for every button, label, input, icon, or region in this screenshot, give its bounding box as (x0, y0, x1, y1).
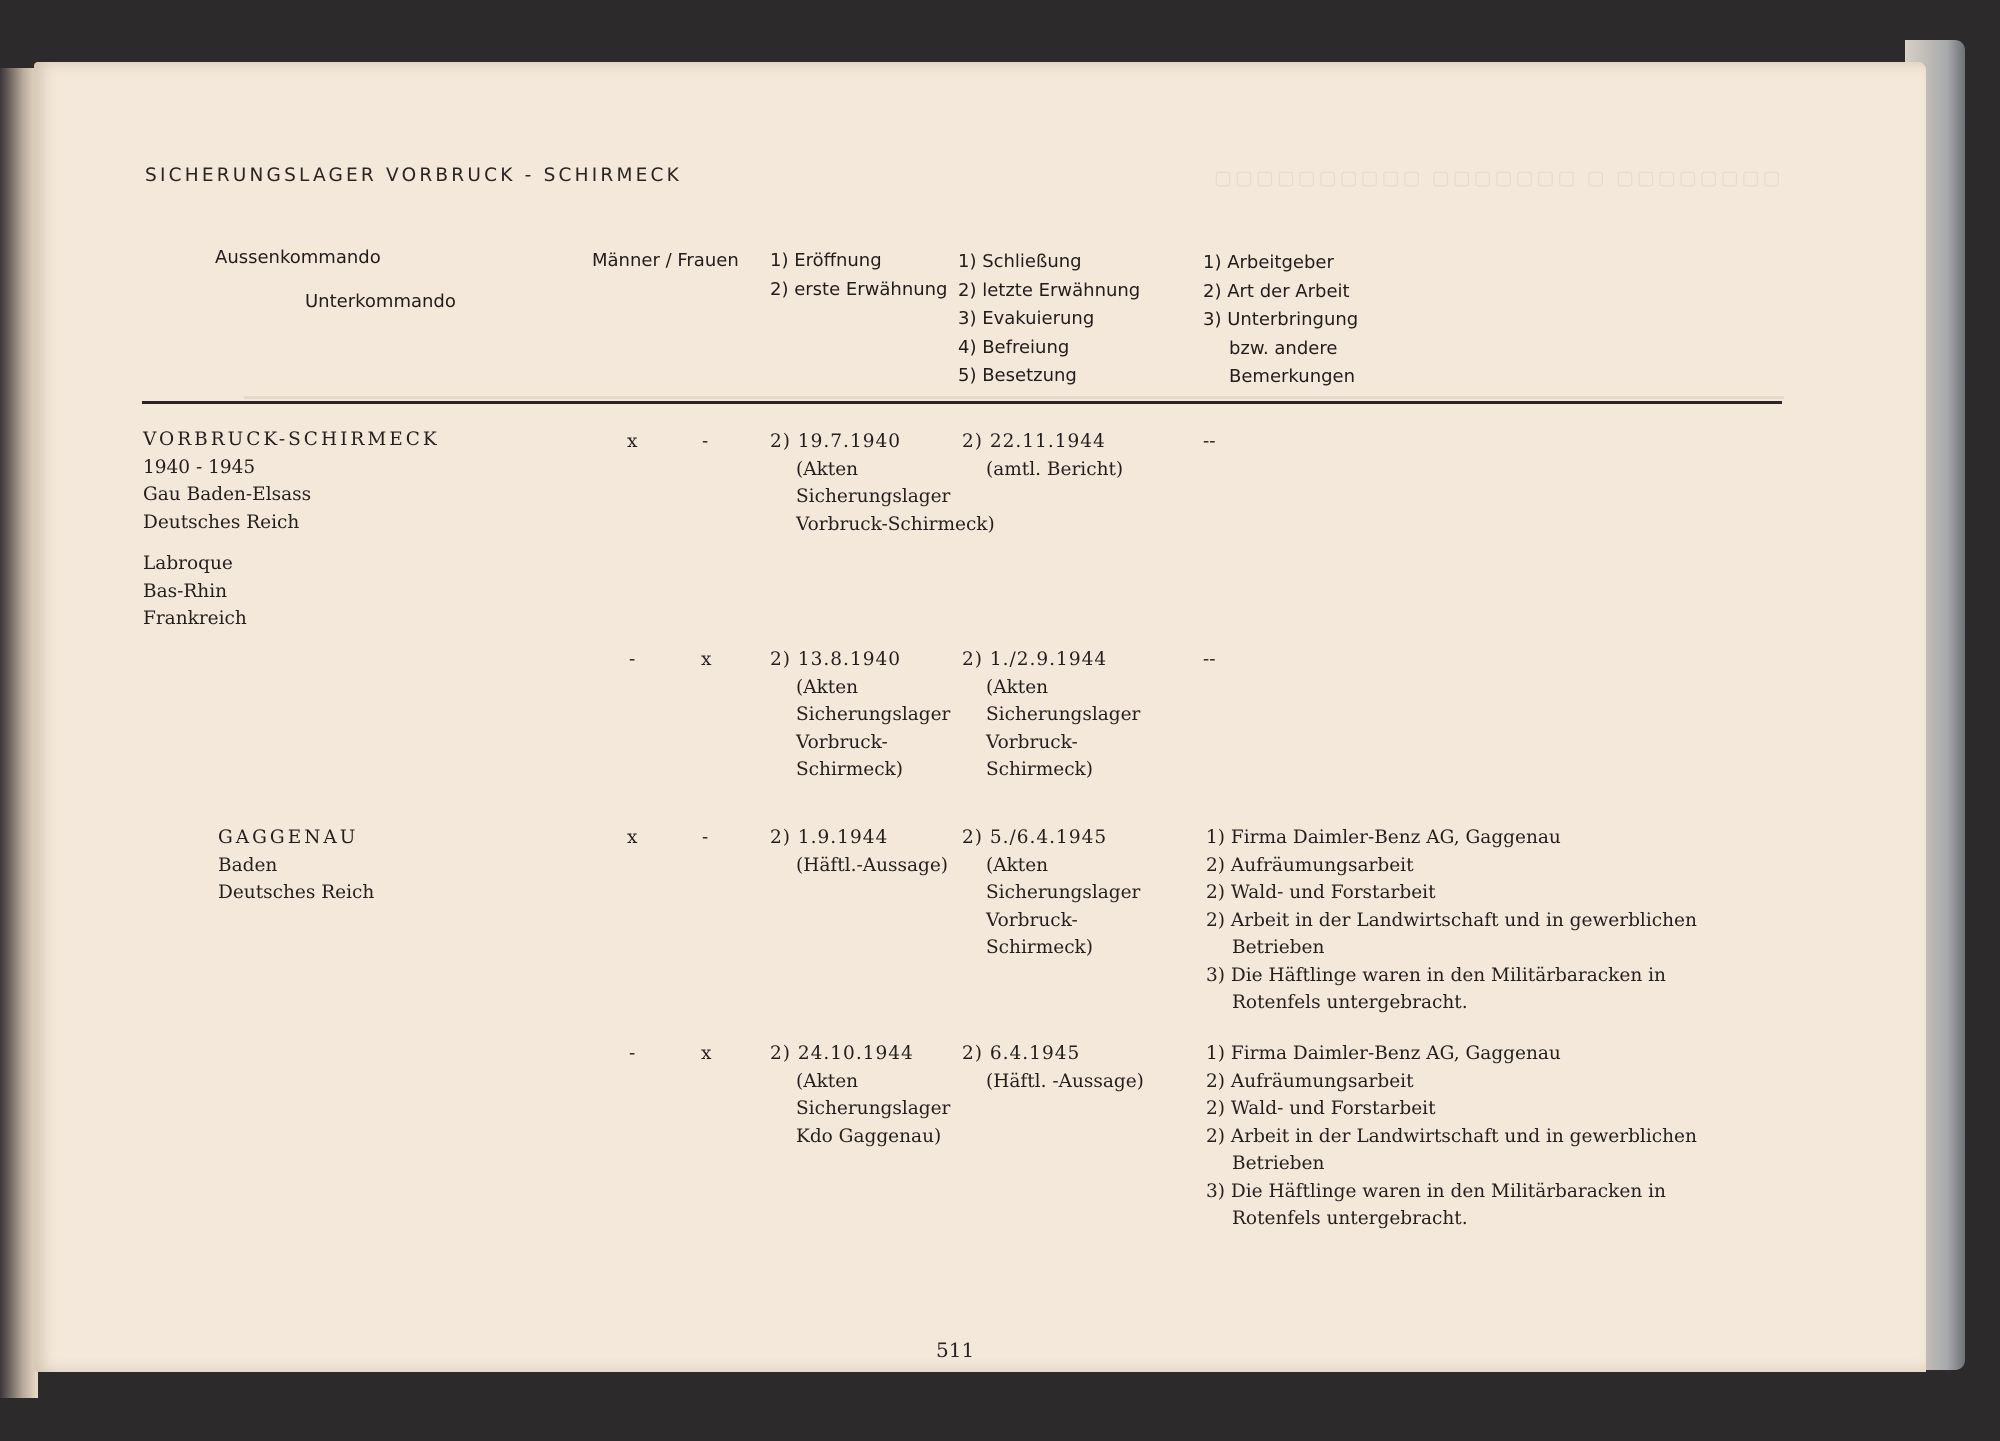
open-line: Sicherungslager (796, 486, 951, 507)
open-line: (Akten (796, 676, 859, 698)
row-2-close (962, 646, 1140, 784)
row-1-men: x (627, 431, 638, 452)
row-3-name (218, 824, 374, 907)
row-4-men: - (629, 1043, 636, 1064)
open-line: Vorbruck- (796, 731, 888, 753)
row-2-men: - (629, 649, 636, 670)
close-line: (Akten (986, 854, 1049, 876)
close-line: Schirmeck) (986, 759, 1093, 780)
open-line: 2) 24.10.1944 (770, 1043, 914, 1064)
work-line: 1) Firma Daimler-Benz AG, Gaggenau (1206, 1043, 1561, 1064)
camp-name: VORBRUCK-SCHIRMECK (143, 429, 440, 450)
open-line: (Akten (796, 458, 859, 480)
close-line: 2) 22.11.1944 (962, 431, 1106, 452)
row-1-name (143, 426, 440, 536)
header-work-line: Bemerkungen (1229, 366, 1356, 387)
page-number: 511 (936, 1338, 975, 1362)
header-rule (142, 401, 1782, 404)
work-line: Rotenfels untergebracht. (1232, 1208, 1468, 1229)
row-1-location (143, 550, 247, 633)
open-line: (Akten (796, 1070, 859, 1092)
work-line: 2) Aufräumungsarbeit (1206, 854, 1414, 876)
book-binding (0, 68, 38, 1398)
location-line: Bas-Rhin (143, 580, 228, 602)
header-work-line: 1) Arbeitgeber (1203, 252, 1334, 273)
close-line: (Häftl. -Aussage) (986, 1070, 1144, 1092)
header-close-line: 1) Schließung (958, 251, 1082, 272)
open-line: Schirmeck) (796, 759, 903, 780)
close-line: 2) 5./6.4.1945 (962, 827, 1108, 848)
location-line: Frankreich (143, 608, 247, 629)
header-unterkommando: Unterkommando (305, 291, 456, 312)
open-line: 2) 1.9.1944 (770, 827, 889, 848)
header-work (1203, 249, 1358, 392)
row-2-open (770, 646, 950, 784)
header-close-line: 3) Evakuierung (958, 308, 1095, 329)
open-line: Vorbruck-Schirmeck) (796, 513, 995, 535)
name-line: Deutsches Reich (143, 511, 300, 533)
header-work-line: 2) Art der Arbeit (1203, 280, 1350, 302)
header-open-line: 1) Eröffnung (770, 250, 882, 271)
name-line: Deutsches Reich (218, 882, 375, 903)
open-line: Sicherungslager (796, 1098, 951, 1119)
row-1-women: - (702, 431, 709, 452)
row-4-work (1206, 1040, 1697, 1233)
work-line: 2) Wald- und Forstarbeit (1206, 1098, 1436, 1119)
show-through-rule (244, 396, 1784, 399)
show-through-text: ▢▢▢▢▢▢▢▢▢▢ ▢▢▢▢▢▢▢ ▢ ▢▢▢▢▢▢▢▢ (1214, 168, 1784, 189)
close-line: Vorbruck- (986, 731, 1078, 753)
row-3-men: x (627, 827, 638, 848)
open-line: Sicherungslager (796, 704, 951, 725)
header-open-line: 2) erste Erwähnung (770, 278, 948, 300)
header-maenner-frauen: Männer / Frauen (592, 250, 739, 271)
header-close-line: 5) Besetzung (958, 365, 1077, 386)
row-4-women: x (701, 1043, 712, 1064)
close-line: 2) 1./2.9.1944 (962, 649, 1108, 670)
name-line: 1940 - 1945 (143, 456, 256, 478)
work-line: Rotenfels untergebracht. (1232, 992, 1468, 1013)
open-line: (Häftl.-Aussage) (796, 854, 949, 876)
work-line: 1) Firma Daimler-Benz AG, Gaggenau (1206, 827, 1561, 848)
header-work-line: 3) Unterbringung (1203, 309, 1359, 330)
row-3-open (770, 824, 948, 879)
header-close (958, 248, 1140, 391)
open-line: 2) 19.7.1940 (770, 431, 902, 452)
work-line: 2) Arbeit in der Landwirtschaft und in gewerblichen (1206, 1125, 1697, 1147)
header-open (770, 247, 948, 304)
location-line: Labroque (143, 553, 233, 574)
row-1-work: -- (1203, 431, 1216, 452)
open-line: Kdo Gaggenau) (796, 1125, 942, 1147)
header-aussenkommando: Aussenkommando (215, 247, 381, 268)
name-line: Baden (218, 854, 278, 876)
row-1-close (962, 428, 1123, 483)
close-line: Vorbruck- (986, 909, 1078, 931)
work-line: 2) Wald- und Forstarbeit (1206, 882, 1436, 903)
close-line: Schirmeck) (986, 937, 1093, 958)
name-line: Gau Baden-Elsass (143, 484, 312, 505)
close-line: (amtl. Bericht) (986, 458, 1124, 480)
row-3-close (962, 824, 1140, 962)
work-line: 3) Die Häftlinge waren in den Militärbaracken in (1206, 1180, 1666, 1202)
header-close-line: 4) Befreiung (958, 336, 1070, 358)
close-line: 2) 6.4.1945 (962, 1043, 1081, 1064)
row-2-women: x (701, 649, 712, 670)
work-line: 2) Arbeit in der Landwirtschaft und in gewerblichen (1206, 909, 1697, 931)
header-work-line: bzw. andere (1229, 337, 1338, 359)
open-line: 2) 13.8.1940 (770, 649, 902, 670)
camp-name: GAGGENAU (218, 827, 359, 848)
close-line: Sicherungslager (986, 882, 1141, 903)
work-line: 2) Aufräumungsarbeit (1206, 1070, 1414, 1092)
row-4-close (962, 1040, 1144, 1095)
row-4-open (770, 1040, 950, 1150)
work-line: 3) Die Häftlinge waren in den Militärbaracken in (1206, 964, 1666, 986)
row-2-work: -- (1203, 649, 1216, 670)
header-close-line: 2) letzte Erwähnung (958, 279, 1141, 301)
work-line: Betrieben (1232, 937, 1325, 958)
close-line: (Akten (986, 676, 1049, 698)
page-title: SICHERUNGSLAGER VORBRUCK - SCHIRMECK (145, 165, 682, 186)
row-3-work (1206, 824, 1697, 1017)
row-3-women: - (702, 827, 709, 848)
close-line: Sicherungslager (986, 704, 1141, 725)
work-line: Betrieben (1232, 1153, 1325, 1174)
